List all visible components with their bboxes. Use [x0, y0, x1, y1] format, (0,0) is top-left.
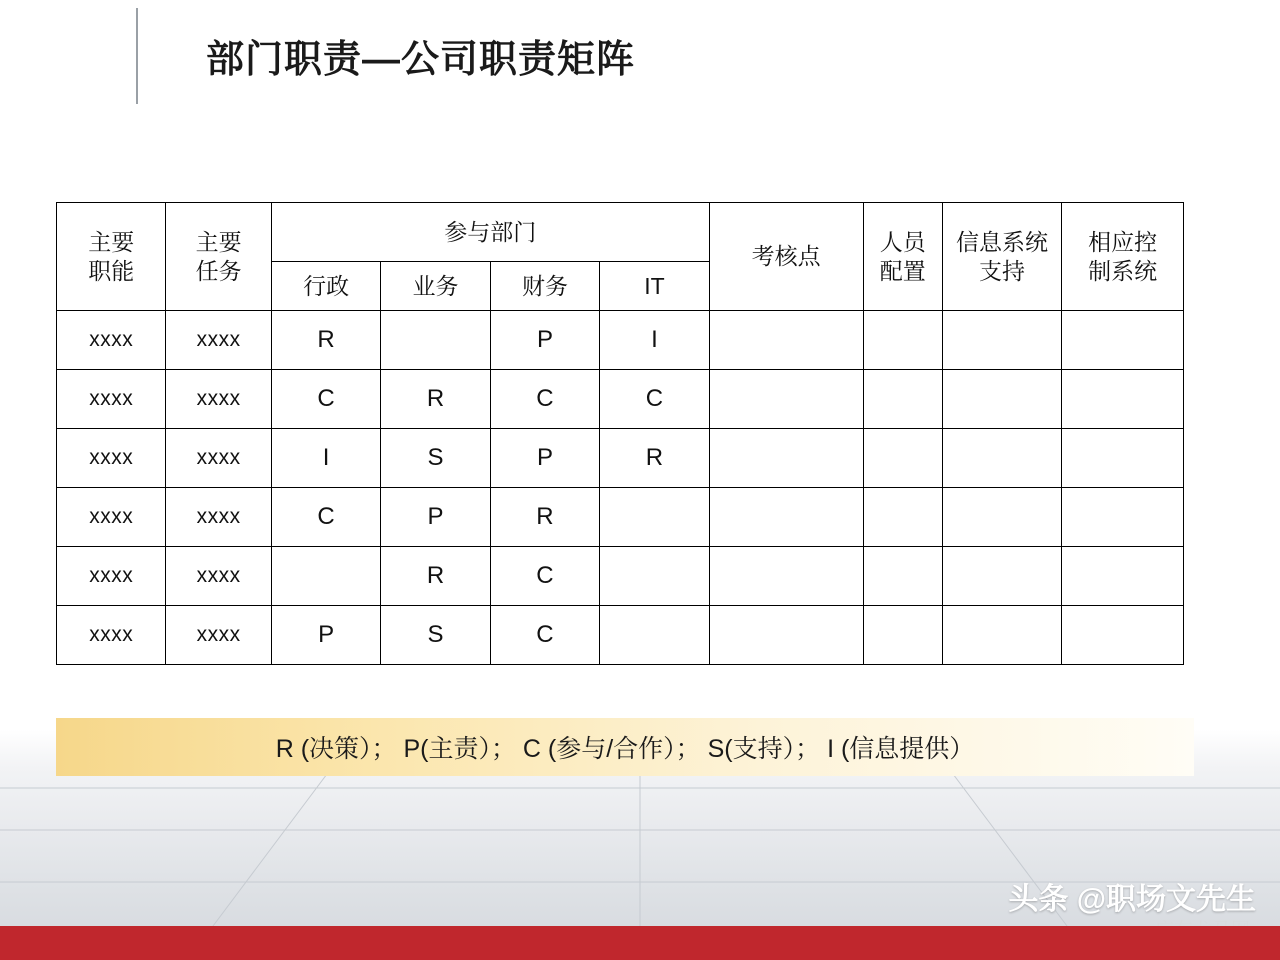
cell-it: R: [600, 429, 709, 488]
bottom-accent-bar: [0, 926, 1280, 960]
cell-task: xxxx: [166, 488, 271, 547]
cell-it: I: [600, 311, 709, 370]
table-row: [57, 547, 1184, 606]
cell-business: P: [381, 488, 490, 547]
legend-text: R (决策）； P(主责）； C (参与/合作）； S(支持）； I (信息提供）: [275, 735, 975, 763]
cell-assessment: [709, 488, 863, 547]
header-assessment-point: 考核点: [709, 203, 863, 311]
cell-admin: C: [271, 488, 380, 547]
header-control-system-line2: 制系统: [1088, 257, 1158, 284]
title-accent-bar: [136, 8, 138, 104]
header-main-function-line2: 职能: [88, 257, 135, 284]
header-main-task-line1: 主要: [195, 229, 242, 256]
cell-control-system: [1062, 429, 1184, 488]
cell-finance: P: [490, 311, 599, 370]
header-main-function: [57, 203, 166, 311]
cell-control-system: [1062, 547, 1184, 606]
cell-info-system: [942, 370, 1062, 429]
table-row: [57, 606, 1184, 665]
cell-control-system: [1062, 370, 1184, 429]
header-dept-finance: 财务: [490, 262, 599, 311]
header-control-system: [1062, 203, 1184, 311]
cell-admin: I: [271, 429, 380, 488]
table-row: [57, 429, 1184, 488]
header-main-function-line1: 主要: [88, 229, 135, 256]
watermark-main: 头条 @职场文先生: [1008, 883, 1256, 916]
cell-it: C: [600, 370, 709, 429]
cell-staffing: [863, 370, 942, 429]
table-row: [57, 488, 1184, 547]
cell-it: [600, 488, 709, 547]
header-info-system-line2: 支持: [979, 257, 1026, 284]
cell-finance: P: [490, 429, 599, 488]
header-main-task: [166, 203, 271, 311]
cell-staffing: [863, 429, 942, 488]
cell-assessment: [709, 547, 863, 606]
cell-task: xxxx: [166, 370, 271, 429]
cell-it: [600, 547, 709, 606]
cell-business: S: [381, 429, 490, 488]
cell-info-system: [942, 547, 1062, 606]
header-info-system-line1: 信息系统: [956, 229, 1049, 256]
matrix-table: [56, 202, 1184, 665]
cell-info-system: [942, 606, 1062, 665]
cell-info-system: [942, 311, 1062, 370]
cell-finance: C: [490, 547, 599, 606]
cell-function: xxxx: [57, 547, 166, 606]
cell-task: xxxx: [166, 547, 271, 606]
cell-function: xxxx: [57, 488, 166, 547]
cell-function: xxxx: [57, 311, 166, 370]
cell-staffing: [863, 547, 942, 606]
cell-it: [600, 606, 709, 665]
cell-info-system: [942, 429, 1062, 488]
cell-task: xxxx: [166, 606, 271, 665]
cell-admin: C: [271, 370, 380, 429]
page-title: 部门职责—公司职责矩阵: [206, 39, 636, 81]
cell-business: [381, 311, 490, 370]
cell-function: xxxx: [57, 429, 166, 488]
responsibility-matrix: [56, 202, 1184, 665]
cell-control-system: [1062, 488, 1184, 547]
table-row: [57, 311, 1184, 370]
header-participating-departments: 参与部门: [271, 203, 709, 262]
header-dept-business: 业务: [381, 262, 490, 311]
header-control-system-line1: 相应控: [1088, 229, 1158, 256]
cell-finance: R: [490, 488, 599, 547]
header-dept-admin: 行政: [271, 262, 380, 311]
cell-assessment: [709, 606, 863, 665]
header-staffing: [863, 203, 942, 311]
cell-assessment: [709, 311, 863, 370]
cell-function: xxxx: [57, 606, 166, 665]
header-staffing-line1: 人员: [879, 229, 926, 256]
cell-business: R: [381, 547, 490, 606]
header-main-task-line2: 任务: [195, 257, 242, 284]
table-header-row-1: [57, 203, 1184, 262]
cell-task: xxxx: [166, 311, 271, 370]
cell-assessment: [709, 370, 863, 429]
header-info-system-support: [942, 203, 1062, 311]
cell-finance: C: [490, 370, 599, 429]
cell-staffing: [863, 488, 942, 547]
table-row: [57, 370, 1184, 429]
header-dept-it: IT: [600, 262, 709, 311]
cell-control-system: [1062, 311, 1184, 370]
cell-assessment: [709, 429, 863, 488]
cell-info-system: [942, 488, 1062, 547]
legend-bar: [56, 718, 1194, 776]
cell-control-system: [1062, 606, 1184, 665]
cell-business: R: [381, 370, 490, 429]
cell-admin: P: [271, 606, 380, 665]
cell-admin: R: [271, 311, 380, 370]
cell-business: S: [381, 606, 490, 665]
cell-finance: C: [490, 606, 599, 665]
cell-staffing: [863, 311, 942, 370]
header-staffing-line2: 配置: [879, 257, 926, 284]
cell-task: xxxx: [166, 429, 271, 488]
cell-staffing: [863, 606, 942, 665]
cell-function: xxxx: [57, 370, 166, 429]
cell-admin: [271, 547, 380, 606]
